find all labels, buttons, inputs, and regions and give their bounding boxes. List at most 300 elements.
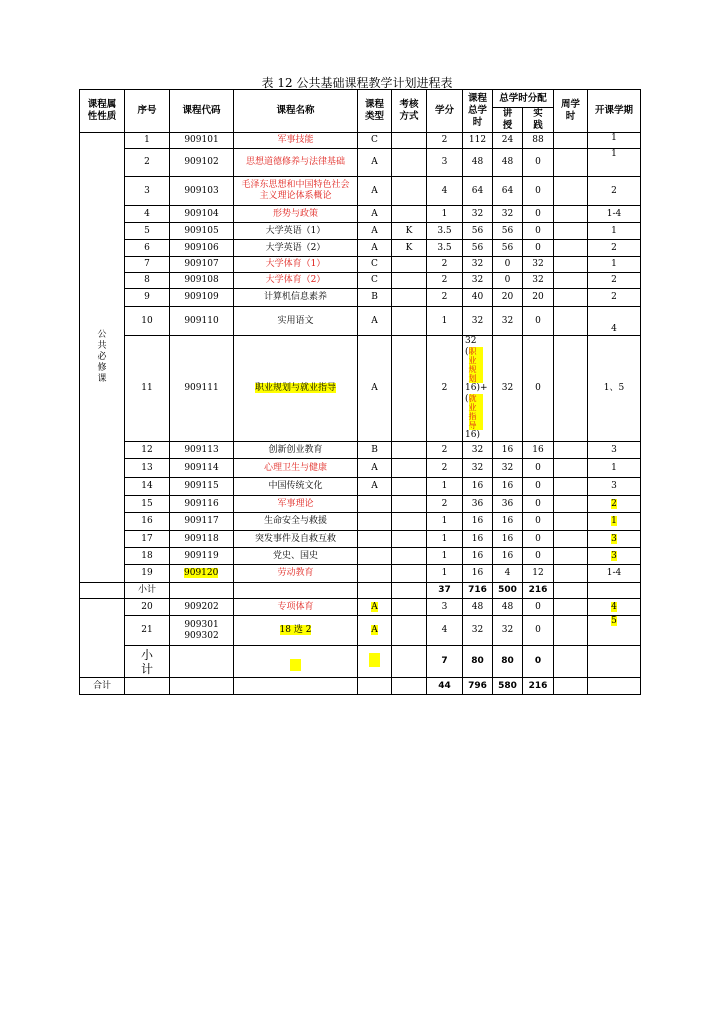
cell-practice: 0: [523, 223, 554, 240]
cell-weekly: [554, 513, 588, 531]
table-row: [80, 599, 641, 616]
cell-name: 实用语文: [234, 307, 358, 336]
cell-empty: [234, 678, 358, 695]
cell-weekly: [554, 223, 588, 240]
cell-lecture: 0: [493, 257, 523, 273]
cell-no: 10: [125, 307, 170, 336]
cell-term: 1、5: [588, 336, 641, 442]
table-row: [80, 336, 641, 442]
cell-weekly: [554, 289, 588, 307]
cell-lecture: 16: [493, 442, 523, 459]
cell-exam: [392, 599, 427, 616]
cell-lecture: 64: [493, 177, 523, 206]
cell-total: 16: [463, 478, 493, 496]
cell-empty: [80, 599, 125, 678]
cell-total: 112: [463, 133, 493, 149]
cell-code: 909113: [170, 442, 234, 459]
cell-term: 4: [588, 599, 641, 616]
cell-empty: [392, 678, 427, 695]
header-credit: 学分: [427, 90, 463, 133]
cell-credit: 1: [427, 531, 463, 548]
cell-practice: 0: [523, 240, 554, 257]
cell-no: 15: [125, 496, 170, 513]
table-row: [80, 177, 641, 206]
cell-no: 19: [125, 565, 170, 583]
cell-code: 909202: [170, 599, 234, 616]
cell-no: 6: [125, 240, 170, 257]
cell-name: 形势与政策: [234, 206, 358, 223]
cell-name: 劳动教育: [234, 565, 358, 583]
cell-credit: 1: [427, 206, 463, 223]
cell-weekly: [554, 496, 588, 513]
header-practice: 实践: [523, 108, 554, 133]
cell-weekly: [554, 459, 588, 478]
cell-term: 1: [588, 223, 641, 240]
cell-lecture: 20: [493, 289, 523, 307]
cell-exam: [392, 289, 427, 307]
cell-code: 909110: [170, 307, 234, 336]
cell-term: 1: [588, 149, 641, 177]
cell-empty: [80, 583, 125, 599]
grand-credit: 44: [427, 678, 463, 695]
cell-type: A: [358, 478, 392, 496]
cell-total: 16: [463, 565, 493, 583]
header-code: 课程代码: [170, 90, 234, 133]
cell-total: 32: [463, 206, 493, 223]
subtotal-lecture: 500: [493, 583, 523, 599]
cell-exam: [392, 307, 427, 336]
table-row: [80, 565, 641, 583]
cell-type: C: [358, 273, 392, 289]
cell-practice: 0: [523, 177, 554, 206]
cell-credit: 3.5: [427, 223, 463, 240]
cell-credit: 3: [427, 599, 463, 616]
cell-term: 3: [588, 531, 641, 548]
cell-weekly: [554, 531, 588, 548]
cell-credit: 2: [427, 442, 463, 459]
cell-code: 909106: [170, 240, 234, 257]
cell-code: 909108: [170, 273, 234, 289]
cell-weekly: [554, 206, 588, 223]
table-row: [80, 273, 641, 289]
cell-exam: [392, 459, 427, 478]
cell-code: 909120: [170, 565, 234, 583]
cell-highlight: [234, 646, 358, 678]
cell-type: A: [358, 616, 392, 646]
cell-exam: [392, 133, 427, 149]
cell-term: 1-4: [588, 206, 641, 223]
header-total: 课程总学时: [463, 90, 493, 133]
cell-credit: 2: [427, 459, 463, 478]
subtotal-label: 小计: [125, 583, 170, 599]
cell-term: 3: [588, 548, 641, 565]
cell-name: 18 选 2: [234, 616, 358, 646]
cell-exam: [392, 548, 427, 565]
cell-name: 大学体育（2）: [234, 273, 358, 289]
course-plan-table: [79, 89, 641, 695]
cell-practice: 0: [523, 548, 554, 565]
cell-empty: [170, 646, 234, 678]
highlight-mark: [290, 659, 301, 671]
highlight-mark: [369, 653, 380, 667]
cell-exam: [392, 496, 427, 513]
cell-name: 计算机信息素养: [234, 289, 358, 307]
cell-weekly: [554, 478, 588, 496]
cell-term: 3: [588, 442, 641, 459]
cell-credit: 4: [427, 616, 463, 646]
cell-empty: [588, 646, 641, 678]
cell-code: 909301 909302: [170, 616, 234, 646]
cell-weekly: [554, 599, 588, 616]
cell-name: 思想道德修养与法律基础: [234, 149, 358, 177]
cell-code: 909103: [170, 177, 234, 206]
cell-practice: 0: [523, 496, 554, 513]
cell-term: 1-4: [588, 565, 641, 583]
cell-exam: [392, 513, 427, 531]
cell-lecture: 32: [493, 307, 523, 336]
table-row: [80, 496, 641, 513]
cell-empty: [554, 646, 588, 678]
grand-label: 合计: [80, 678, 125, 695]
cell-empty: [554, 678, 588, 695]
cell-code: 909109: [170, 289, 234, 307]
table-row: [80, 442, 641, 459]
cell-lecture: 48: [493, 149, 523, 177]
cell-type: B: [358, 289, 392, 307]
cell-no: 1: [125, 133, 170, 149]
cell-exam: [392, 442, 427, 459]
cell-total: 16: [463, 531, 493, 548]
cell-weekly: [554, 177, 588, 206]
cell-no: 13: [125, 459, 170, 478]
cell-type: [358, 531, 392, 548]
cell-no: 17: [125, 531, 170, 548]
table-row: [80, 257, 641, 273]
cell-lecture: 32: [493, 459, 523, 478]
cell-lecture: 16: [493, 478, 523, 496]
cell-exam: [392, 257, 427, 273]
cell-term: 5: [588, 616, 641, 646]
cell-weekly: [554, 257, 588, 273]
table-row: [80, 149, 641, 177]
cell-type: C: [358, 257, 392, 273]
cell-no: 16: [125, 513, 170, 531]
cell-type: A: [358, 206, 392, 223]
cell-lecture: 56: [493, 223, 523, 240]
cell-type: B: [358, 442, 392, 459]
cell-exam: [392, 206, 427, 223]
cell-credit: 1: [427, 565, 463, 583]
cell-code: 909116: [170, 496, 234, 513]
cell-code: 909104: [170, 206, 234, 223]
table-row: [80, 513, 641, 531]
cell-practice: 12: [523, 565, 554, 583]
cell-lecture: 32: [493, 336, 523, 442]
cell-code: 909107: [170, 257, 234, 273]
cell-practice: 20: [523, 289, 554, 307]
cell-weekly: [554, 240, 588, 257]
subtotal-credit: 7: [427, 646, 463, 678]
cell-lecture: 16: [493, 513, 523, 531]
cell-name: 突发事件及自救互救: [234, 531, 358, 548]
cell-total: 32: [463, 442, 493, 459]
cell-weekly: [554, 307, 588, 336]
cell-lecture: 0: [493, 273, 523, 289]
grand-total-row: [80, 678, 641, 695]
cell-type: A: [358, 240, 392, 257]
cell-credit: 2: [427, 336, 463, 442]
cell-credit: 3: [427, 149, 463, 177]
subtotal-credit: 37: [427, 583, 463, 599]
table-title: 表 12 公共基础课程教学计划进程表: [261, 76, 453, 90]
grand-practice: 216: [523, 678, 554, 695]
cell-name: 军事技能: [234, 133, 358, 149]
cell-lecture: 36: [493, 496, 523, 513]
cell-name: 大学体育（1）: [234, 257, 358, 273]
table-row: [80, 531, 641, 548]
subtotal-row: [80, 583, 641, 599]
cell-total: 48: [463, 599, 493, 616]
cell-lecture: 4: [493, 565, 523, 583]
cell-empty: [392, 646, 427, 678]
cell-total: 48: [463, 149, 493, 177]
cell-practice: 0: [523, 307, 554, 336]
cell-exam: [392, 616, 427, 646]
cell-practice: 0: [523, 599, 554, 616]
cell-credit: 2: [427, 496, 463, 513]
header-dist: 总学时分配: [493, 90, 554, 108]
cell-name: 党史、国史: [234, 548, 358, 565]
cell-term: 2: [588, 496, 641, 513]
cell-weekly: [554, 442, 588, 459]
cell-no: 12: [125, 442, 170, 459]
cell-lecture: 56: [493, 240, 523, 257]
cell-lecture: 32: [493, 206, 523, 223]
cell-empty: [170, 583, 234, 599]
cell-code: 909111: [170, 336, 234, 442]
cell-total: 40: [463, 289, 493, 307]
cell-exam: [392, 273, 427, 289]
cell-empty: [392, 583, 427, 599]
subtotal-lecture: 80: [493, 646, 523, 678]
cell-type: A: [358, 223, 392, 240]
cell-code: 909117: [170, 513, 234, 531]
cell-practice: 0: [523, 459, 554, 478]
cell-name: 军事理论: [234, 496, 358, 513]
cell-practice: 16: [523, 442, 554, 459]
subtotal-label: 小计: [125, 646, 170, 678]
cell-name: 生命安全与救援: [234, 513, 358, 531]
cell-no: 20: [125, 599, 170, 616]
cell-code: 909115: [170, 478, 234, 496]
cell-exam: [392, 149, 427, 177]
cell-empty: [234, 583, 358, 599]
grand-lecture: 580: [493, 678, 523, 695]
cell-exam: K: [392, 223, 427, 240]
table-row: [80, 459, 641, 478]
cell-total: 32 (职业规划 16)+ (就业指导 16): [463, 336, 493, 442]
subtotal-practice: 216: [523, 583, 554, 599]
cell-total: 32: [463, 307, 493, 336]
cell-name: 大学英语（2）: [234, 240, 358, 257]
subtotal-total: 716: [463, 583, 493, 599]
cell-credit: 2: [427, 273, 463, 289]
cell-exam: [392, 531, 427, 548]
cell-total: 56: [463, 223, 493, 240]
subtotal-practice: 0: [523, 646, 554, 678]
header-exam: 考核方式: [392, 90, 427, 133]
cell-total: 16: [463, 548, 493, 565]
header-type: 课程类型: [358, 90, 392, 133]
table-row: [80, 548, 641, 565]
cell-practice: 0: [523, 513, 554, 531]
cell-term: 2: [588, 240, 641, 257]
cell-type: A: [358, 336, 392, 442]
cell-weekly: [554, 548, 588, 565]
cell-code: 909119: [170, 548, 234, 565]
cell-weekly: [554, 616, 588, 646]
cell-credit: 1: [427, 478, 463, 496]
cell-weekly: [554, 149, 588, 177]
cell-name: 专项体育: [234, 599, 358, 616]
cell-credit: 4: [427, 177, 463, 206]
cell-name: 心理卫生与健康: [234, 459, 358, 478]
cell-type: A: [358, 599, 392, 616]
cell-no: 3: [125, 177, 170, 206]
cell-practice: 0: [523, 206, 554, 223]
table-row: [80, 133, 641, 149]
table-row: [80, 478, 641, 496]
subtotal-total: 80: [463, 646, 493, 678]
cell-practice: 0: [523, 531, 554, 548]
cell-name: 职业规划与就业指导: [234, 336, 358, 442]
cell-term: 2: [588, 177, 641, 206]
table-row: [80, 223, 641, 240]
cell-practice: 32: [523, 273, 554, 289]
cell-no: 21: [125, 616, 170, 646]
subtotal-row: [80, 646, 641, 678]
cell-type: [358, 496, 392, 513]
cell-no: 11: [125, 336, 170, 442]
cell-empty: [358, 678, 392, 695]
cell-lecture: 48: [493, 599, 523, 616]
cell-term: 4: [588, 307, 641, 336]
cell-total: 36: [463, 496, 493, 513]
header-lecture: 讲授: [493, 108, 523, 133]
cell-no: 7: [125, 257, 170, 273]
header-attr: 课程属性性质: [80, 90, 125, 133]
cell-empty: [125, 678, 170, 695]
cell-empty: [554, 583, 588, 599]
cell-lecture: 24: [493, 133, 523, 149]
cell-practice: 0: [523, 149, 554, 177]
cell-code: 909105: [170, 223, 234, 240]
cell-empty: [588, 678, 641, 695]
cell-name: 毛泽东思想和中国特色社会主义理论体系概论: [234, 177, 358, 206]
cell-exam: [392, 336, 427, 442]
cell-no: 9: [125, 289, 170, 307]
cell-weekly: [554, 133, 588, 149]
cell-credit: 1: [427, 548, 463, 565]
cell-code: 909114: [170, 459, 234, 478]
cell-lecture: 16: [493, 548, 523, 565]
cell-total: 16: [463, 513, 493, 531]
cell-lecture: 32: [493, 616, 523, 646]
cell-weekly: [554, 336, 588, 442]
cell-type: C: [358, 133, 392, 149]
cell-credit: 2: [427, 257, 463, 273]
cell-exam: [392, 177, 427, 206]
cell-code: 909102: [170, 149, 234, 177]
header-row: [80, 90, 641, 108]
cell-name: 创新创业教育: [234, 442, 358, 459]
table-row: [80, 206, 641, 223]
cell-practice: 88: [523, 133, 554, 149]
cell-highlight: [358, 646, 392, 678]
cell-practice: 0: [523, 616, 554, 646]
cell-type: A: [358, 459, 392, 478]
cell-type: A: [358, 149, 392, 177]
grand-total: 796: [463, 678, 493, 695]
cell-term: 1: [588, 513, 641, 531]
group-label: 公共必修课: [80, 133, 125, 583]
cell-no: 5: [125, 223, 170, 240]
cell-name: 中国传统文化: [234, 478, 358, 496]
cell-practice: 32: [523, 257, 554, 273]
header-weekly: 周学时: [554, 90, 588, 133]
cell-type: A: [358, 177, 392, 206]
cell-lecture: 16: [493, 531, 523, 548]
cell-total: 32: [463, 257, 493, 273]
cell-type: [358, 548, 392, 565]
cell-practice: 0: [523, 478, 554, 496]
cell-term: 3: [588, 478, 641, 496]
cell-term: 1: [588, 257, 641, 273]
cell-total: 64: [463, 177, 493, 206]
cell-term: 2: [588, 289, 641, 307]
cell-term: 1: [588, 459, 641, 478]
table-row: [80, 616, 641, 646]
cell-weekly: [554, 273, 588, 289]
table-row: [80, 289, 641, 307]
cell-name: 大学英语（1）: [234, 223, 358, 240]
header-term: 开课学期: [588, 90, 641, 133]
cell-credit: 1: [427, 307, 463, 336]
cell-type: A: [358, 307, 392, 336]
cell-no: 4: [125, 206, 170, 223]
cell-total: 32: [463, 273, 493, 289]
cell-exam: [392, 565, 427, 583]
cell-term: 2: [588, 273, 641, 289]
cell-credit: 3.5: [427, 240, 463, 257]
cell-no: 8: [125, 273, 170, 289]
cell-credit: 1: [427, 513, 463, 531]
cell-empty: [358, 583, 392, 599]
cell-exam: [392, 478, 427, 496]
cell-credit: 2: [427, 133, 463, 149]
cell-no: 14: [125, 478, 170, 496]
cell-total: 32: [463, 459, 493, 478]
cell-practice: 0: [523, 336, 554, 442]
cell-type: [358, 513, 392, 531]
cell-empty: [170, 678, 234, 695]
cell-total: 56: [463, 240, 493, 257]
header-name: 课程名称: [234, 90, 358, 133]
cell-type: [358, 565, 392, 583]
cell-no: 18: [125, 548, 170, 565]
cell-exam: K: [392, 240, 427, 257]
cell-code: 909118: [170, 531, 234, 548]
